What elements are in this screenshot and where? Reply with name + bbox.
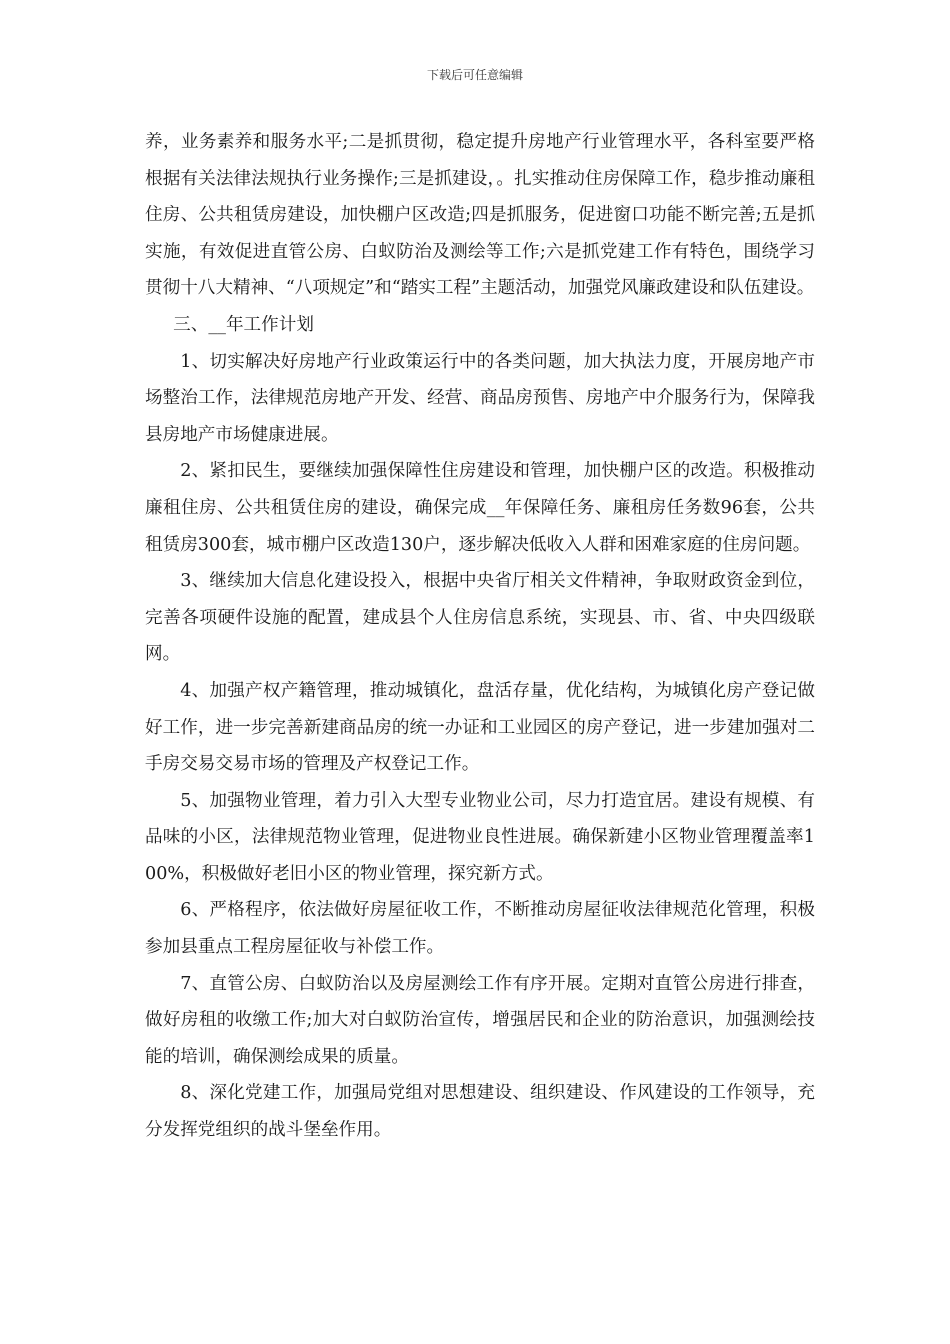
paragraph-item-7: 7、直管公房、白蚁防治以及房屋测绘工作有序开展。定期对直管公房进行排查，做好房租的收缴工作;加大对白蚁防治宣传，增强居民和企业的防治意识，加强测绘技能的培训，确保测绘成果的质量。 — [145, 973, 815, 1067]
paragraph-item-5: 5、加强物业管理，着力引入大型专业物业公司，尽力打造宜居。建设有规模、有品味的小区，法律规范物业管理，促进物业良性进展。确保新建小区物业管理覆盖率100%，积极做好老旧小区的物业管理，探究新方式。 — [145, 790, 815, 884]
document-body — [145, 124, 815, 1149]
paragraph-intro-continuation: 养，业务素养和服务水平;二是抓贯彻，稳定提升房地产行业管理水平，各科室要严格根据有关法律法规执行业务操作;三是抓建设，。扎实推动住房保障工作，稳步推动廉租住房、公共租赁房建设，加快棚户区改造;四是抓服务，促进窗口功能不断完善;五是抓实施，有效促进直管公房、白蚁防治及测绘等工作;六是抓党建工作有特色，围绕学习贯彻十八大精神、“八项规定”和“踏实工程”主题活动，加强党风廉政建设和队伍建设。 — [145, 132, 815, 299]
paragraph-item-3: 3、继续加大信息化建设投入，根据中央省厅相关文件精神，争取财政资金到位，完善各项硬件设施的配置，建成县个人住房信息系统，实现县、市、省、中央四级联网。 — [145, 571, 815, 665]
section-heading: 三、__年工作计划 — [173, 314, 314, 335]
paragraph-item-8: 8、深化党建工作，加强局党组对思想建设、组织建设、作风建设的工作领导，充分发挥党组织的战斗堡垒作用。 — [145, 1083, 815, 1141]
paragraph-item-4: 4、加强产权产籍管理，推动城镇化，盘活存量，优化结构，为城镇化房产登记做好工作，进一步完善新建商品房的统一办证和工业园区的房产登记，进一步建加强对二手房交易交易市场的管理及产权登记工作。 — [145, 680, 815, 775]
page-header: 下载后可任意编辑 — [426, 68, 523, 82]
paragraph-item-6: 6、严格程序，依法做好房屋征收工作，不断推动房屋征收法律规范化管理，积极参加县重点工程房屋征收与补偿工作。 — [145, 900, 815, 958]
paragraph-item-1: 1、切实解决好房地产行业政策运行中的各类问题，加大执法力度，开展房地产市场整治工作，法律规范房地产开发、经营、商品房预售、房地产中介服务行为，保障我县房地产市场健康进展。 — [145, 351, 815, 445]
paragraph-item-2: 2、紧扣民生，要继续加强保障性住房建设和管理，加快棚户区的改造。积极推动廉租住房、公共租赁住房的建设，确保完成__年保障任务、廉租房任务数96套，公共租赁房300套，城市棚户区改造130户，逐步解决低收入人群和困难家庭的住房问题。 — [145, 461, 815, 555]
